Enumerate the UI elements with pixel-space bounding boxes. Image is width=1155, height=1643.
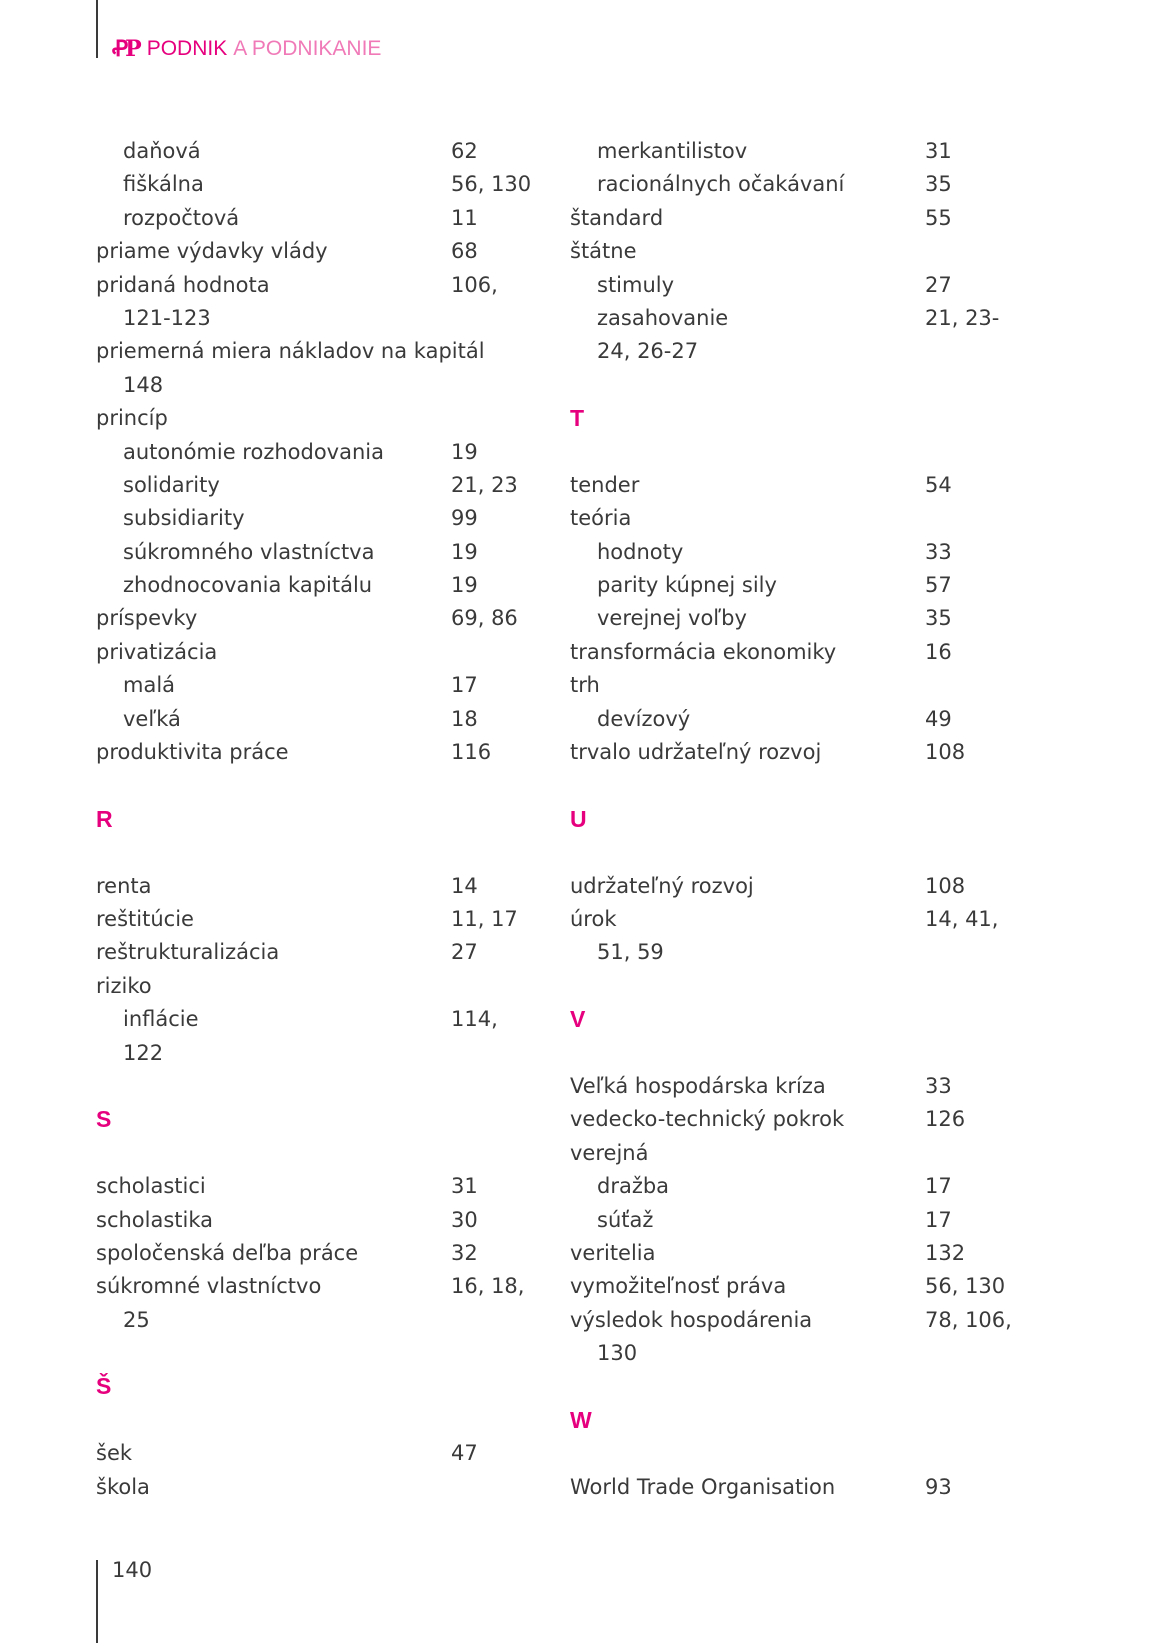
index-letter-heading (96, 1103, 536, 1170)
index-entry (570, 1304, 1010, 1337)
index-term: škola (96, 1474, 150, 1499)
index-page-refs: 14 (451, 873, 478, 898)
index-page-refs: 17 (451, 673, 478, 698)
index-entry (570, 335, 1010, 368)
index-entry (96, 302, 536, 335)
index-page-refs: 116 (451, 740, 492, 765)
index-term: trvalo udržateľný rozvoj (570, 740, 822, 765)
index-page-refs: 17 (925, 1174, 952, 1199)
index-entry (96, 936, 536, 969)
index-page-refs: 27 (451, 940, 478, 965)
index-page-refs: 126 (925, 1107, 966, 1132)
index-page-refs: 17 (925, 1207, 952, 1232)
index-entry (570, 636, 1010, 669)
index-page-refs: 30 (451, 1207, 478, 1232)
index-subterm: 122 (123, 1040, 164, 1065)
index-page-refs: 69, 86 (451, 606, 518, 631)
index-entry (570, 870, 1010, 903)
index-subterm: dražba (597, 1174, 670, 1199)
index-subterm: 121-123 (123, 305, 211, 330)
index-subterm: hodnoty (597, 539, 684, 564)
header-title-strong: PODNIK (146, 37, 228, 60)
index-term: vedecko-technický pokrok (570, 1107, 845, 1132)
index-term: veritelia (570, 1240, 656, 1265)
index-subterm: súťaž (597, 1207, 654, 1232)
index-page-refs: 27 (925, 272, 952, 297)
index-entry (570, 536, 1010, 569)
index-page-refs: 35 (925, 606, 952, 631)
index-page-refs: 19 (451, 439, 478, 464)
index-term: priame výdavky vlády (96, 239, 328, 264)
running-header (112, 34, 381, 64)
index-entry (96, 502, 536, 535)
index-entry (570, 1137, 1010, 1170)
index-subterm: daňová (123, 139, 201, 163)
publisher-logo-icon: ꝒP (112, 36, 139, 62)
index-page-refs: 106, (451, 272, 498, 297)
index-term: scholastika (96, 1207, 214, 1232)
index-subterm: malá (123, 673, 176, 698)
index-entry (96, 1170, 536, 1203)
index-page-refs: 16 (925, 639, 952, 664)
index-subterm: 51, 59 (597, 940, 664, 965)
index-term: produktivita práce (96, 740, 289, 765)
index-page-refs: 31 (451, 1174, 478, 1199)
index-entry (96, 469, 536, 502)
index-subterm: fiškálna (123, 172, 204, 197)
index-entry (570, 903, 1010, 936)
index-page-refs: 11 (451, 205, 478, 230)
index-entry (96, 569, 536, 602)
index-term: šek (96, 1441, 133, 1466)
index-page-refs: 33 (925, 1073, 952, 1098)
index-entry (96, 669, 536, 702)
index-letter-heading (570, 1003, 1010, 1070)
index-term: riziko (96, 973, 152, 998)
index-page-refs: 21, 23- (925, 305, 1000, 330)
index-term: udržateľný rozvoj (570, 873, 754, 898)
index-page-refs: 54 (925, 472, 952, 497)
index-column-right (570, 135, 1010, 1504)
index-letter-heading (570, 402, 1010, 469)
index-page-refs: 78, 106, (925, 1307, 1012, 1332)
index-page-refs: 93 (925, 1474, 952, 1499)
index-entry (96, 970, 536, 1003)
index-entry (570, 602, 1010, 635)
index-entry (96, 436, 536, 469)
index-page-refs: 14, 41, (925, 907, 999, 932)
index-page-refs: 57 (925, 573, 952, 598)
index-entry (96, 1204, 536, 1237)
index-term: štátne (570, 239, 637, 264)
letter-heading-text: V (570, 1006, 586, 1033)
index-page-refs: 35 (925, 172, 952, 197)
index-page-refs: 31 (925, 139, 952, 163)
index-page-refs: 99 (451, 506, 478, 531)
index-letter-heading (570, 803, 1010, 870)
index-page-refs: 33 (925, 539, 952, 564)
footer-rule (96, 1560, 98, 1643)
section-gap (570, 769, 1010, 802)
index-entry (96, 1237, 536, 1270)
index-page-refs: 32 (451, 1240, 478, 1265)
index-entry (570, 936, 1010, 969)
index-term: tender (570, 472, 640, 497)
index-entry (570, 669, 1010, 702)
index-entry (96, 1037, 536, 1070)
index-entry (570, 1204, 1010, 1237)
header-rule (96, 0, 98, 58)
index-entry (96, 235, 536, 268)
index-entry (96, 1270, 536, 1303)
index-entry (570, 235, 1010, 268)
index-entry (96, 1471, 536, 1504)
index-subterm: súkromného vlastníctva (123, 539, 375, 564)
index-entry (96, 903, 536, 936)
index-entry (570, 302, 1010, 335)
index-subterm: verejnej voľby (597, 606, 747, 631)
index-entry (570, 1070, 1010, 1103)
index-term: výsledok hospodárenia (570, 1307, 813, 1332)
index-term: spoločenská deľba práce (96, 1240, 359, 1265)
index-subterm: stimuly (597, 272, 675, 297)
index-page-refs: 11, 17 (451, 907, 518, 931)
index-subterm: 24, 26-27 (597, 339, 699, 364)
index-page-refs: 19 (451, 573, 478, 598)
index-entry (570, 1237, 1010, 1270)
index-page-refs: 56, 130 (451, 172, 532, 197)
index-subterm: 130 (597, 1341, 638, 1366)
index-term: pridaná hodnota (96, 272, 270, 297)
section-gap (96, 1070, 536, 1103)
index-entry (96, 870, 536, 903)
section-gap (96, 769, 536, 802)
letter-heading-text: U (570, 805, 587, 832)
index-column-left (96, 135, 536, 1504)
index-letter-heading (96, 1370, 536, 1437)
index-term: priemerná miera nákladov na kapitál (96, 339, 485, 364)
index-entry (96, 269, 536, 302)
index-entry (570, 469, 1010, 502)
index-entry (96, 1003, 536, 1036)
index-subterm: inflácie (123, 1007, 199, 1032)
index-term: trh (570, 673, 600, 698)
index-entry (96, 369, 536, 402)
letter-heading-text: W (570, 1406, 592, 1433)
index-entry (96, 402, 536, 435)
index-entry (96, 202, 536, 235)
index-page-refs: 16, 18, (451, 1274, 525, 1299)
index-entry (96, 1437, 536, 1470)
index-page-refs: 132 (925, 1240, 966, 1265)
index-page-refs: 49 (925, 706, 952, 731)
index-page-refs: 108 (925, 873, 966, 898)
index-entry (570, 135, 1010, 168)
index-entry (570, 202, 1010, 235)
index-term: súkromné vlastníctvo (96, 1274, 322, 1299)
section-gap (96, 1337, 536, 1370)
index-subterm: parity kúpnej sily (597, 573, 777, 598)
index-term: štandard (570, 205, 664, 230)
header-title-light: A PODNIKANIE (233, 37, 382, 60)
letter-heading-text: S (96, 1106, 112, 1133)
index-term: verejná (570, 1140, 649, 1165)
index-term: transformácia ekonomiky (570, 639, 837, 664)
letter-heading-text: R (96, 805, 113, 832)
index-subterm: solidarity (123, 472, 220, 497)
index-entry (570, 168, 1010, 201)
index-subterm: 25 (123, 1307, 150, 1332)
index-term: teória (570, 506, 632, 531)
index-subterm: devízový (597, 706, 691, 731)
index-page-refs: 18 (451, 706, 478, 731)
letter-heading-text: Š (96, 1373, 112, 1400)
index-entry (96, 168, 536, 201)
index-page-refs: 21, 23 (451, 472, 518, 497)
index-subterm: autonómie rozhodovania (123, 439, 384, 464)
index-entry (570, 1103, 1010, 1136)
index-entry (570, 736, 1010, 769)
index-subterm: merkantilistov (597, 139, 748, 163)
index-entry (570, 569, 1010, 602)
index-term: reštitúcie (96, 907, 194, 931)
index-entry (570, 1270, 1010, 1303)
index-subterm: veľká (123, 706, 181, 731)
index-term: reštrukturalizácia (96, 940, 280, 965)
index-letter-heading (96, 803, 536, 870)
index-entry (570, 703, 1010, 736)
index-term: Veľká hospodárska kríza (570, 1073, 826, 1098)
index-subterm: zasahovanie (597, 305, 729, 330)
index-page-refs: 62 (451, 139, 478, 163)
index-entry (96, 703, 536, 736)
index-subterm: subsidiarity (123, 506, 245, 531)
index-page-refs: 55 (925, 205, 952, 230)
index-page-refs: 68 (451, 239, 478, 264)
index-entry (96, 736, 536, 769)
index-page-refs: 47 (451, 1441, 478, 1466)
letter-heading-text: T (570, 405, 585, 432)
index-page-refs: 56, 130 (925, 1274, 1006, 1299)
index-letter-heading (570, 1404, 1010, 1471)
index-entry (96, 636, 536, 669)
index-entry (96, 135, 536, 168)
index-entry (570, 1471, 1010, 1504)
index-term: úrok (570, 907, 617, 932)
index-page-refs: 108 (925, 740, 966, 765)
page-number: 140 (112, 1558, 153, 1582)
index-term: World Trade Organisation (570, 1474, 836, 1499)
index-entry (96, 536, 536, 569)
index-entry (96, 335, 536, 368)
index-entry (570, 269, 1010, 302)
index-subterm: rozpočtová (123, 205, 240, 230)
index-term: vymožiteľnosť práva (570, 1274, 787, 1299)
index-term: scholastici (96, 1174, 206, 1199)
index-subterm: racionálnych očakávaní (597, 172, 845, 197)
section-gap (570, 1371, 1010, 1404)
index-entry (570, 502, 1010, 535)
index-page-refs: 19 (451, 539, 478, 564)
index-entry (96, 1304, 536, 1337)
index-entry (570, 1170, 1010, 1203)
index-term: privatizácia (96, 639, 218, 664)
index-page-refs: 114, (451, 1007, 498, 1032)
index-term: renta (96, 873, 152, 898)
index-entry (96, 602, 536, 635)
section-gap (570, 970, 1010, 1003)
index-subterm: zhodnocovania kapitálu (123, 573, 373, 598)
index-entry (570, 1337, 1010, 1370)
index-term: princíp (96, 406, 168, 431)
section-gap (570, 369, 1010, 402)
index-term: príspevky (96, 606, 198, 631)
index-subterm: 148 (123, 372, 164, 397)
